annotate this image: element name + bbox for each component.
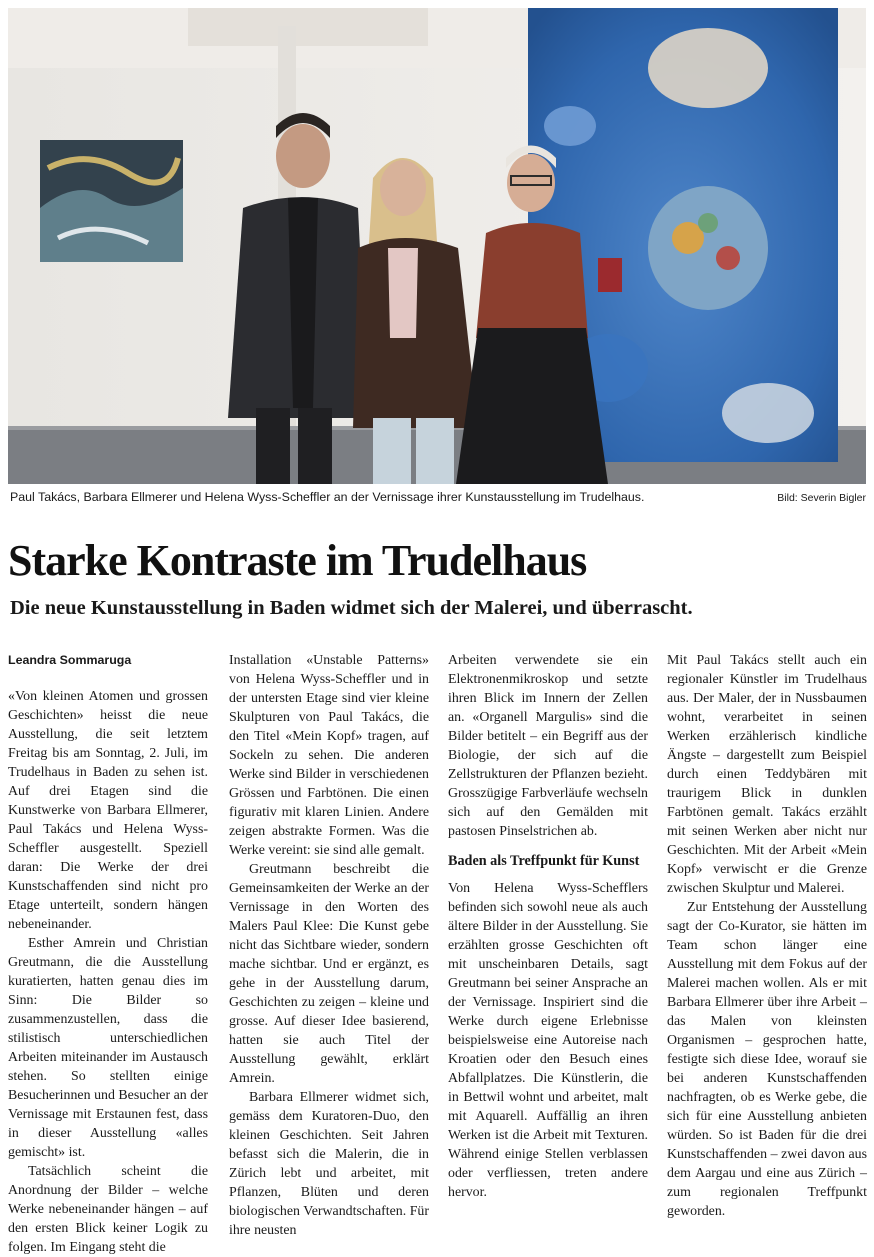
photo-caption: Paul Takács, Barbara Ellmerer und Helena Wyss-Scheffler an der Vernissage ihrer Kunstausstellung im Trudelhaus. — [10, 490, 645, 504]
paragraph: Barbara Ellmerer widmet sich, gemäss dem Kuratoren-Duo, den kleinen Geschichten. Seit Jahren befasst sich die Malerin, die in Zürich lebt und arbeitet, mit Pflanzen, Blüten und deren biologischen Verwandtschaften. Für ihre neusten — [229, 1090, 429, 1238]
paragraph: Mit Paul Takács stellt auch ein regionaler Künstler im Trudelhaus aus. Der Maler, der in Nussbaumen wohnt, verarbeitet in seinen Werken erzählerisch kindliche Ängste – dargestellt zum Beispiel durch einen Teddybären mit traurigem Blick in dunklen Farbtönen gemalt. Takács erzählt mit seinen Werken aber nicht nur Geschichten. Mit der Arbeit «Mein Kopf» verwischt er die Grenze zwischen Skulptur und Malerei. — [667, 653, 867, 896]
author-byline: Leandra Sommaruga — [8, 653, 132, 667]
photo-caption-row — [10, 490, 866, 504]
left-painting — [40, 140, 183, 262]
article-photo — [8, 8, 866, 484]
article-headline: Starke Kontraste im Trudelhaus — [8, 536, 587, 585]
paragraph: Von Helena Wyss-Schefflers befinden sich sowohl neue als auch ältere Bilder in der Ausstellung. Sie erzählten grosse Geschichten oft mit unscheinbaren Details, sagt Greutmann bei seiner Ansprache an der Vernissage. Inspiriert sind die Werke durch eigene Erlebnisse beispielsweise eine Autoreise nach Kroatien oder den Besuch eines Abfallplatzes. Die Künstlerin, die in Bettwil wohnt und arbeitet, malt mit Aquarell. Auffällig an ihren Werken ist die Arbeit mit Texturen. Während einige Stellen verblassen oder verfliessen, treten andere hervor. — [448, 881, 648, 1200]
paragraph: «Von kleinen Atomen und grossen Geschichten» heisst die neue Ausstellung, die seit letztem Freitag bis am Sonntag, 2. Juli, im Trudelhaus in Baden zu sehen ist. Auf drei Etagen sind die Kunstwerke von Barbara Ellmerer, Paul Takács und Helena Wyss-Scheffler ausgestellt. Speziell daran: Die Werke der drei Kunstschaffenden sind nicht pro Etage unterteilt, sondern hängen nebeneinander. — [8, 689, 208, 932]
article-column-4 — [667, 651, 867, 1221]
section-subheading: Baden als Treffpunkt für Kunst — [448, 853, 640, 869]
paragraph: Arbeiten verwendete sie ein Elektronenmikroskop und setzte ihren Blick im Innern der Zellen an. «Organell Margulis» sind die Bilder betitelt – ein Begriff aus der Biologie, der sich auf die Zellstrukturen der Pflanzen bezieht. Grosszügige Farbverläufe wechseln sich auf den Gemälden mit pastosen Pinselstrichen ab. — [448, 653, 648, 839]
article-column-1 — [8, 651, 208, 1257]
article-subheadline: Die neue Kunstausstellung in Baden widmet sich der Malerei, und überrascht. — [10, 597, 693, 619]
paragraph: Esther Amrein und Christian Greutmann, die die Ausstellung kuratierten, hatten genau dies im Sinn: Die Bilder so zusammenzustellen, dass die stilistisch unterschiedlichen Arbeiten miteinander im Austausch stehen. So stellten einige Besucherinnen und Besucher an der Vernissage mit Erstaunen fest, dass in dieser Ausstellung «alles gemischt» ist. — [8, 936, 208, 1160]
article-column-2 — [229, 651, 429, 1240]
exhibition-photo-illustration — [8, 8, 866, 484]
photo-credit: Bild: Severin Bigler — [777, 492, 866, 504]
paragraph: Tatsächlich scheint die Anordnung der Bilder – welche Werke nebeneinander hängen – auf den ersten Blick keiner Logik zu folgen. Im Eingang steht die — [8, 1164, 208, 1255]
paragraph: Greutmann beschreibt die Gemeinsamkeiten der Werke an der Vernissage in den Worten des Malers Paul Klee: Die Kunst gebe nicht das Sichtbare wieder, sondern mache sichtbar. Und er ergänzt, es gehe in der Ausstellung darum, Geschichten zu zeigen – kleine und grosse. Auf dieser Idee basierend, hatten sie auch Titel der Ausstellung gewählt, erklärt Amrein. — [229, 862, 429, 1086]
article-column-3 — [448, 651, 648, 1202]
paragraph: Zur Entstehung der Ausstellung sagt der Co-Kurator, sie hätten im Team schon länger eine Ausstellung mit dem Fokus auf der Malerei machen wollen. Als er mit Barbara Ellmerer über ihre Arbeit – das Malen von kleinsten Organismen – gesprochen hatte, festigte sich diese Idee, worauf sie bei anderen Kunstschaffenden nachfragten, ob es Werke gebe, die sich für eine Ausstellung anbieten würden. So ist Baden für die drei Kunstschaffenden – zwei davon aus dem Aargau und eine aus Zürich – zum regionalen Treffpunkt geworden. — [667, 900, 867, 1219]
paragraph: Installation «Unstable Patterns» von Helena Wyss-Scheffler und in der untersten Etage sind vier kleine Skulpturen von Paul Takács, die den Titel «Mein Kopf» tragen, auf Sockeln zu sehen. Die anderen Werke sind Bilder in verschiedenen Grössen und Farbtönen. Die einen figurativ mit klaren Linien. Andere zeigen abstrakte Formen. Was die Werke vereint: sie sind alle gemalt. — [229, 653, 429, 858]
